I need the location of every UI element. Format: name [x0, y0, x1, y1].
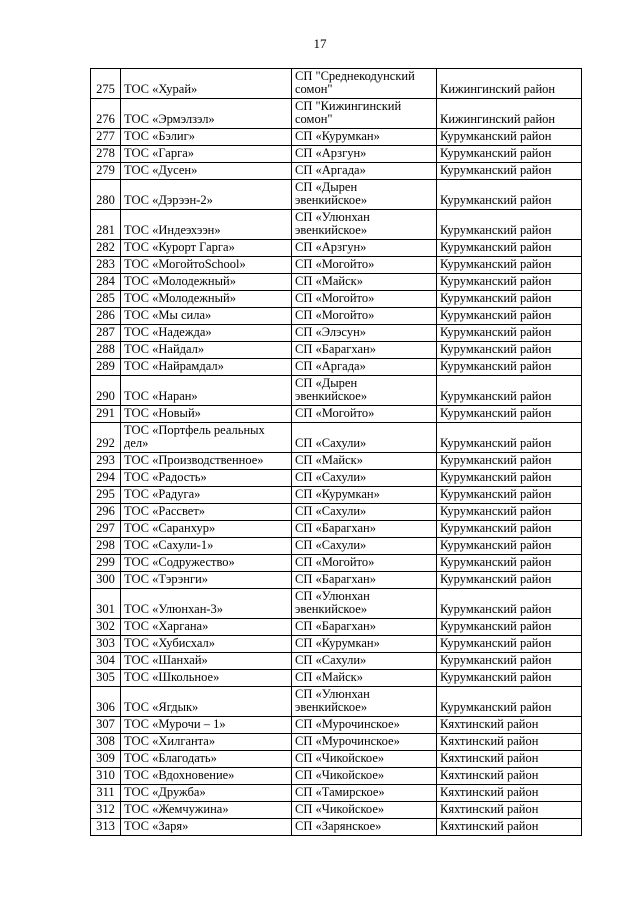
row-number-cell: 299 — [91, 555, 121, 572]
settlement-cell: СП «Чикойское» — [292, 751, 437, 768]
row-number-cell: 289 — [91, 359, 121, 376]
tos-name-cell: ТОС «Дэрээн-2» — [121, 180, 292, 210]
table-body — [91, 69, 582, 836]
table-row — [91, 521, 582, 538]
district-cell: Курумканский район — [437, 180, 582, 210]
table-row — [91, 470, 582, 487]
table-row — [91, 376, 582, 406]
row-number-cell: 304 — [91, 653, 121, 670]
row-number-cell: 293 — [91, 453, 121, 470]
table-row — [91, 785, 582, 802]
row-number-cell: 275 — [91, 69, 121, 99]
row-number-cell: 290 — [91, 376, 121, 406]
row-number-cell: 301 — [91, 589, 121, 619]
table-row — [91, 257, 582, 274]
table-row — [91, 555, 582, 572]
row-number-cell: 298 — [91, 538, 121, 555]
table-row — [91, 274, 582, 291]
row-number-cell: 291 — [91, 406, 121, 423]
row-number-cell: 278 — [91, 146, 121, 163]
registry-table — [90, 68, 582, 836]
settlement-cell: СП «Барагхан» — [292, 572, 437, 589]
table-row — [91, 538, 582, 555]
district-cell: Курумканский район — [437, 291, 582, 308]
table-row — [91, 210, 582, 240]
settlement-cell: СП «Сахули» — [292, 653, 437, 670]
table-row — [91, 163, 582, 180]
tos-name-cell: ТОС «Ягдык» — [121, 687, 292, 717]
settlement-cell: СП «Могойто» — [292, 555, 437, 572]
tos-name-cell: ТОС «Благодать» — [121, 751, 292, 768]
settlement-cell: СП «Майск» — [292, 670, 437, 687]
row-number-cell: 296 — [91, 504, 121, 521]
settlement-cell: СП «Тамирское» — [292, 785, 437, 802]
table-row — [91, 342, 582, 359]
row-number-cell: 310 — [91, 768, 121, 785]
settlement-cell: СП «Арзгун» — [292, 240, 437, 257]
settlement-cell: СП «Барагхан» — [292, 521, 437, 538]
settlement-cell: СП «Элэсун» — [292, 325, 437, 342]
table-row — [91, 572, 582, 589]
tos-name-cell: ТОС «Эрмэлзэл» — [121, 99, 292, 129]
table-row — [91, 653, 582, 670]
tos-name-cell: ТОС «Дусен» — [121, 163, 292, 180]
table-row — [91, 734, 582, 751]
settlement-cell: СП «Майск» — [292, 453, 437, 470]
settlement-cell: СП "Среднекодунский сомон" — [292, 69, 437, 99]
district-cell: Кижингинский район — [437, 69, 582, 99]
table-row — [91, 717, 582, 734]
tos-name-cell: ТОС «Улюнхан-3» — [121, 589, 292, 619]
settlement-cell: СП «Мурочинское» — [292, 717, 437, 734]
tos-name-cell: ТОС «Молодежный» — [121, 274, 292, 291]
tos-name-cell: ТОС «Дружба» — [121, 785, 292, 802]
settlement-cell: СП «Мурочинское» — [292, 734, 437, 751]
row-number-cell: 307 — [91, 717, 121, 734]
row-number-cell: 312 — [91, 802, 121, 819]
row-number-cell: 283 — [91, 257, 121, 274]
table-row — [91, 325, 582, 342]
row-number-cell: 295 — [91, 487, 121, 504]
settlement-cell: СП «Могойто» — [292, 291, 437, 308]
district-cell: Курумканский район — [437, 163, 582, 180]
table-row — [91, 802, 582, 819]
district-cell: Курумканский район — [437, 555, 582, 572]
tos-name-cell: ТОС «Вдохновение» — [121, 768, 292, 785]
district-cell: Курумканский район — [437, 521, 582, 538]
settlement-cell: СП «Улюнхан эвенкийское» — [292, 687, 437, 717]
table-row — [91, 670, 582, 687]
tos-name-cell: ТОС «Харгана» — [121, 619, 292, 636]
district-cell: Курумканский район — [437, 257, 582, 274]
district-cell: Курумканский район — [437, 636, 582, 653]
settlement-cell: СП «Зарянское» — [292, 819, 437, 836]
settlement-cell: СП «Курумкан» — [292, 487, 437, 504]
tos-name-cell: ТОС «Шанхай» — [121, 653, 292, 670]
tos-name-cell: ТОС «Жемчужина» — [121, 802, 292, 819]
tos-name-cell: ТОС «Тэрэнги» — [121, 572, 292, 589]
district-cell: Курумканский район — [437, 308, 582, 325]
district-cell: Кяхтинский район — [437, 717, 582, 734]
row-number-cell: 277 — [91, 129, 121, 146]
district-cell: Курумканский район — [437, 687, 582, 717]
tos-name-cell: ТОС «Радуга» — [121, 487, 292, 504]
settlement-cell: СП «Чикойское» — [292, 802, 437, 819]
row-number-cell: 285 — [91, 291, 121, 308]
settlement-cell: СП «Курумкан» — [292, 129, 437, 146]
row-number-cell: 303 — [91, 636, 121, 653]
page-number: 17 — [313, 36, 327, 51]
district-cell: Кяхтинский район — [437, 751, 582, 768]
settlement-cell: СП "Кижингинский сомон" — [292, 99, 437, 129]
table-row — [91, 129, 582, 146]
table-row — [91, 146, 582, 163]
row-number-cell: 288 — [91, 342, 121, 359]
table-row — [91, 423, 582, 453]
row-number-cell: 309 — [91, 751, 121, 768]
table-row — [91, 99, 582, 129]
settlement-cell: СП «Чикойское» — [292, 768, 437, 785]
tos-name-cell: ТОС «Новый» — [121, 406, 292, 423]
tos-name-cell: ТОС «Портфель реальных дел» — [121, 423, 292, 453]
table-row — [91, 359, 582, 376]
tos-name-cell: ТОС «Заря» — [121, 819, 292, 836]
row-number-cell: 292 — [91, 423, 121, 453]
tos-name-cell: ТОС «Радость» — [121, 470, 292, 487]
district-cell: Курумканский район — [437, 504, 582, 521]
tos-name-cell: ТОС «Курорт Гарга» — [121, 240, 292, 257]
district-cell: Кяхтинский район — [437, 819, 582, 836]
tos-name-cell: ТОС «Саранхур» — [121, 521, 292, 538]
row-number-cell: 306 — [91, 687, 121, 717]
table-row — [91, 487, 582, 504]
district-cell: Курумканский район — [437, 538, 582, 555]
tos-name-cell: ТОС «Бэлиг» — [121, 129, 292, 146]
tos-name-cell: ТОС «Надежда» — [121, 325, 292, 342]
settlement-cell: СП «Сахули» — [292, 504, 437, 521]
tos-name-cell: ТОС «Хубисхал» — [121, 636, 292, 653]
settlement-cell: СП «Сахули» — [292, 423, 437, 453]
table-row — [91, 308, 582, 325]
row-number-cell: 308 — [91, 734, 121, 751]
district-cell: Кяхтинский район — [437, 785, 582, 802]
table-row — [91, 504, 582, 521]
settlement-cell: СП «Сахули» — [292, 470, 437, 487]
settlement-cell: СП «Могойто» — [292, 257, 437, 274]
tos-name-cell: ТОС «Индеэхээн» — [121, 210, 292, 240]
tos-name-cell: ТОС «Найрамдал» — [121, 359, 292, 376]
table-row — [91, 589, 582, 619]
tos-name-cell: ТОС «Хурай» — [121, 69, 292, 99]
table-row — [91, 180, 582, 210]
table-row — [91, 687, 582, 717]
row-number-cell: 280 — [91, 180, 121, 210]
tos-name-cell: ТОС «Наран» — [121, 376, 292, 406]
district-cell: Курумканский район — [437, 572, 582, 589]
district-cell: Курумканский район — [437, 619, 582, 636]
tos-name-cell: ТОС «Производственное» — [121, 453, 292, 470]
tos-name-cell: ТОС «Содружество» — [121, 555, 292, 572]
settlement-cell: СП «Барагхан» — [292, 342, 437, 359]
district-cell: Курумканский район — [437, 423, 582, 453]
row-number-cell: 305 — [91, 670, 121, 687]
district-cell: Курумканский район — [437, 274, 582, 291]
settlement-cell: СП «Арзгун» — [292, 146, 437, 163]
row-number-cell: 287 — [91, 325, 121, 342]
tos-name-cell: ТОС «МогойтоSchool» — [121, 257, 292, 274]
district-cell: Курумканский район — [437, 487, 582, 504]
row-number-cell: 294 — [91, 470, 121, 487]
table-row — [91, 406, 582, 423]
row-number-cell: 279 — [91, 163, 121, 180]
table-row — [91, 751, 582, 768]
settlement-cell: СП «Курумкан» — [292, 636, 437, 653]
tos-name-cell: ТОС «Мурочи – 1» — [121, 717, 292, 734]
row-number-cell: 282 — [91, 240, 121, 257]
tos-name-cell: ТОС «Хилганта» — [121, 734, 292, 751]
tos-name-cell: ТОС «Сахули-1» — [121, 538, 292, 555]
settlement-cell: СП «Могойто» — [292, 308, 437, 325]
tos-name-cell: ТОС «Найдал» — [121, 342, 292, 359]
table-row — [91, 636, 582, 653]
district-cell: Курумканский район — [437, 129, 582, 146]
settlement-cell: СП «Аргада» — [292, 163, 437, 180]
table-row — [91, 69, 582, 99]
district-cell: Курумканский район — [437, 376, 582, 406]
row-number-cell: 276 — [91, 99, 121, 129]
district-cell: Кяхтинский район — [437, 768, 582, 785]
tos-name-cell: ТОС «Молодежный» — [121, 291, 292, 308]
row-number-cell: 311 — [91, 785, 121, 802]
district-cell: Курумканский район — [437, 146, 582, 163]
settlement-cell: СП «Могойто» — [292, 406, 437, 423]
table-row — [91, 768, 582, 785]
district-cell: Курумканский район — [437, 325, 582, 342]
settlement-cell: СП «Майск» — [292, 274, 437, 291]
row-number-cell: 297 — [91, 521, 121, 538]
table-row — [91, 619, 582, 636]
table-row — [91, 291, 582, 308]
row-number-cell: 284 — [91, 274, 121, 291]
district-cell: Курумканский район — [437, 342, 582, 359]
district-cell: Кижингинский район — [437, 99, 582, 129]
settlement-cell: СП «Сахули» — [292, 538, 437, 555]
row-number-cell: 313 — [91, 819, 121, 836]
settlement-cell: СП «Аргада» — [292, 359, 437, 376]
district-cell: Курумканский район — [437, 240, 582, 257]
row-number-cell: 300 — [91, 572, 121, 589]
tos-name-cell: ТОС «Школьное» — [121, 670, 292, 687]
table-row — [91, 819, 582, 836]
settlement-cell: СП «Улюнхан эвенкийское» — [292, 589, 437, 619]
settlement-cell: СП «Барагхан» — [292, 619, 437, 636]
district-cell: Курумканский район — [437, 359, 582, 376]
row-number-cell: 281 — [91, 210, 121, 240]
district-cell: Курумканский район — [437, 653, 582, 670]
tos-name-cell: ТОС «Рассвет» — [121, 504, 292, 521]
table-row — [91, 453, 582, 470]
tos-name-cell: ТОС «Мы сила» — [121, 308, 292, 325]
district-cell: Кяхтинский район — [437, 734, 582, 751]
tos-name-cell: ТОС «Гарга» — [121, 146, 292, 163]
district-cell: Курумканский район — [437, 406, 582, 423]
row-number-cell: 286 — [91, 308, 121, 325]
district-cell: Курумканский район — [437, 670, 582, 687]
district-cell: Курумканский район — [437, 470, 582, 487]
settlement-cell: СП «Дырен эвенкийское» — [292, 180, 437, 210]
district-cell: Кяхтинский район — [437, 802, 582, 819]
settlement-cell: СП «Улюнхан эвенкийское» — [292, 210, 437, 240]
row-number-cell: 302 — [91, 619, 121, 636]
table-row — [91, 240, 582, 257]
settlement-cell: СП «Дырен эвенкийское» — [292, 376, 437, 406]
district-cell: Курумканский район — [437, 589, 582, 619]
district-cell: Курумканский район — [437, 453, 582, 470]
district-cell: Курумканский район — [437, 210, 582, 240]
